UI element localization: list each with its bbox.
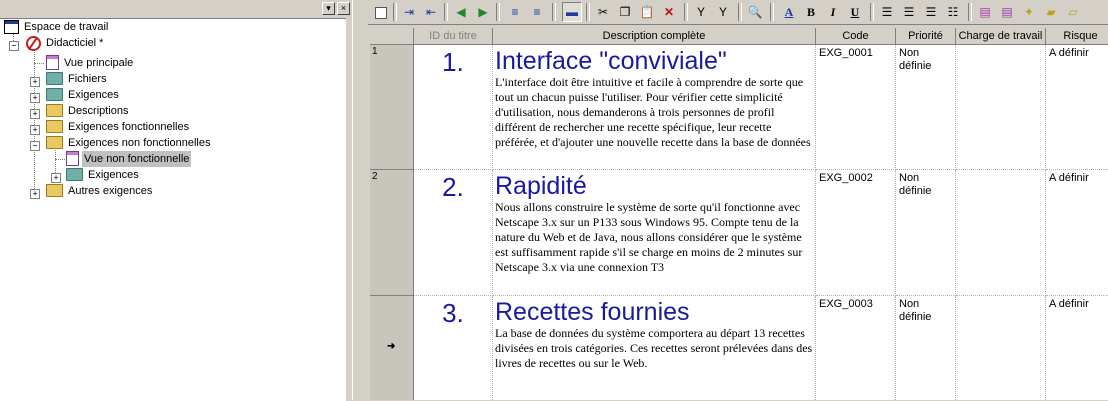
filter-icon[interactable]: Y [696,5,705,19]
move-right-icon[interactable]: ▶ [478,5,488,19]
requirement-title: Recettes fournies [495,298,690,326]
project-icon [26,36,41,51]
tree-node-label: Autres exigences [68,185,153,197]
folder-icon [46,88,63,101]
tree-node-label: Vue principale [64,57,134,69]
tree-node-sub-exigences[interactable] [66,167,141,183]
folder-open-icon [46,136,63,149]
align-center-icon[interactable]: ☰ [903,5,915,19]
tree-node-label: Exigences fonctionnelles [68,121,190,133]
folder-icon [66,168,83,181]
code-cell[interactable]: EXG_0001 [816,45,896,170]
move-left-icon[interactable]: ◀ [456,5,466,19]
folder-icon [46,104,63,117]
description-cell[interactable] [493,296,816,400]
expand-descriptions-toggle[interactable]: + [30,109,40,119]
current-row-arrow-icon: ➜ [387,341,396,352]
description-cell[interactable] [493,170,816,296]
risk-cell[interactable]: A définir [1046,296,1108,400]
requirement-body: L'interface doit être intuitive et facile à comprendre de sorte que tout un chacun puisse l'utiliser. Pour vérifier cette simplicité d'utilisation, nous demanderons à trois personnes de profil différent de rechercher une recette spécifique, leur recette préférée, et d'ajouter une nouvelle recette dans la base de données [495,75,811,149]
properties-icon[interactable] [372,3,390,21]
id-cell[interactable]: 3. [414,296,493,400]
expand-exigences-fonctionnelles-toggle[interactable]: + [30,125,40,135]
tree-node-project[interactable] [26,35,105,51]
tree-node-fichiers[interactable] [46,71,109,87]
row-height-down-icon[interactable]: ≡ [533,5,541,19]
requirement-title: Rapidité [495,172,587,200]
row-height-up-icon[interactable]: ≡ [511,5,519,19]
workspace-icon [4,20,19,34]
row-header[interactable] [370,170,414,296]
open-view-icon[interactable]: ▤ [1001,5,1013,19]
collapse-exigences-non-fonctionnelles-toggle[interactable]: − [30,141,40,151]
expand-autres-exigences-toggle[interactable]: + [30,189,40,199]
project-tree [0,18,346,401]
tree-pane [0,0,352,400]
expand-fichiers-toggle[interactable]: + [30,77,40,87]
row-header-current[interactable] [370,296,414,400]
code-cell[interactable]: EXG_0003 [816,296,896,400]
description-cell[interactable] [493,45,816,170]
tree-node-exigences[interactable] [46,87,121,103]
delete-icon[interactable]: ✕ [663,5,675,19]
pane-splitter[interactable] [352,0,369,400]
expand-sub-exigences-toggle[interactable]: + [51,173,61,183]
tree-node-vue-non-fonctionnelle[interactable] [66,151,191,167]
tree-pane-titlebar [0,0,352,16]
tree-node-label: Exigences non fonctionnelles [68,137,211,149]
tree-node-label: Fichiers [68,73,107,85]
tree-node-label: Espace de travail [24,21,109,33]
priority-cell[interactable]: Non définie [896,296,956,400]
priority-cell[interactable]: Non définie [896,170,956,296]
tree-node-workspace[interactable] [4,19,110,35]
requirement-title: Interface "conviviale" [495,47,727,75]
toolbar [368,0,1108,25]
cut-icon[interactable]: ✂ [597,5,609,19]
risk-cell[interactable]: A définir [1046,45,1108,170]
insert-row-before-icon[interactable]: ⇥ [403,5,415,19]
view-icon [66,151,79,166]
priority-cell[interactable]: Non définie [896,45,956,170]
tree-node-label: Descriptions [68,105,129,117]
folder-icon [46,72,63,85]
open-folder-icon[interactable]: ▱ [1068,5,1078,19]
bold-button[interactable]: B [806,5,815,19]
align-right-icon[interactable]: ☰ [925,5,937,19]
minimize-pane-button[interactable]: ▾ [322,2,335,15]
tree-node-label: Exigences [68,89,119,101]
row-number: 2 [372,171,378,182]
italic-button[interactable]: I [830,5,836,19]
column-header-risk[interactable]: Risque [1046,28,1108,45]
folder-icon [46,184,63,197]
new-folder-icon[interactable]: ▰ [1046,5,1056,19]
gridline-toggle-icon[interactable]: ▬ [562,2,582,22]
new-view-icon[interactable]: ▤ [979,5,991,19]
column-header-workload[interactable]: Charge de travail [956,28,1046,45]
find-icon[interactable]: 🔍 [747,5,763,19]
code-cell[interactable]: EXG_0002 [816,170,896,296]
tree-node-label-selected: Vue non fonctionnelle [84,153,190,165]
tree-node-vue-principale[interactable] [46,55,135,71]
requirements-grid [370,28,1108,400]
tree-node-exigences-fonctionnelles[interactable] [46,119,191,135]
new-item-icon[interactable]: ✦ [1023,5,1035,19]
collapse-project-toggle[interactable]: − [9,41,19,51]
expand-exigences-toggle[interactable]: + [30,93,40,103]
workload-cell[interactable] [956,170,1046,296]
folder-icon [46,120,63,133]
tree-node-exigences-non-fonctionnelles[interactable] [46,135,212,151]
column-header-code[interactable]: Code [816,28,896,45]
requirement-body: La base de données du système comportera au départ 13 recettes divisées en trois catégories. Ces recettes seront prélevées dans des livres de recettes ou sur le Web. [495,326,813,370]
risk-cell[interactable]: A définir [1046,170,1108,296]
id-cell[interactable]: 2. [414,170,493,296]
workload-cell[interactable] [956,296,1046,400]
corner-header[interactable] [370,28,414,45]
close-pane-button[interactable]: × [337,2,350,15]
copy-icon[interactable]: ❐ [619,5,631,19]
tree-node-label: Didacticiel * [46,37,104,49]
row-header[interactable] [370,45,414,170]
underline-button[interactable]: U [850,5,860,19]
align-left-icon[interactable]: ☰ [881,5,893,19]
view-icon [46,55,59,70]
column-header-priority[interactable]: Priorité [896,28,956,45]
column-header-description[interactable]: Description complète [493,28,816,45]
column-header-id[interactable]: ID du titre [414,28,493,45]
tree-node-label: Exigences [88,169,139,181]
row-number: 1 [372,46,378,57]
tree-node-descriptions[interactable] [46,103,131,119]
requirement-body: Nous allons construire le système de sorte qu'il fonctionne avec Netscape 3.x sur un P133 sous Windows 95. Compte tenu de la nature du Web et de Java, nous allons considérer que le système est suffisamment rapide s'il se charge en moins de 2 minutes sur Netscape 3.x via une connexion T3 [495,200,803,274]
insert-row-after-icon[interactable]: ⇤ [425,5,437,19]
tree-node-autres-exigences[interactable] [46,183,154,199]
sort-filter-icon[interactable]: Y [718,5,727,19]
id-cell[interactable]: 1. [414,45,493,170]
bullet-list-icon[interactable]: ☷ [947,5,959,19]
paste-icon[interactable]: 📋 [639,5,655,19]
font-color-icon[interactable]: A [784,5,794,19]
workload-cell[interactable] [956,45,1046,170]
